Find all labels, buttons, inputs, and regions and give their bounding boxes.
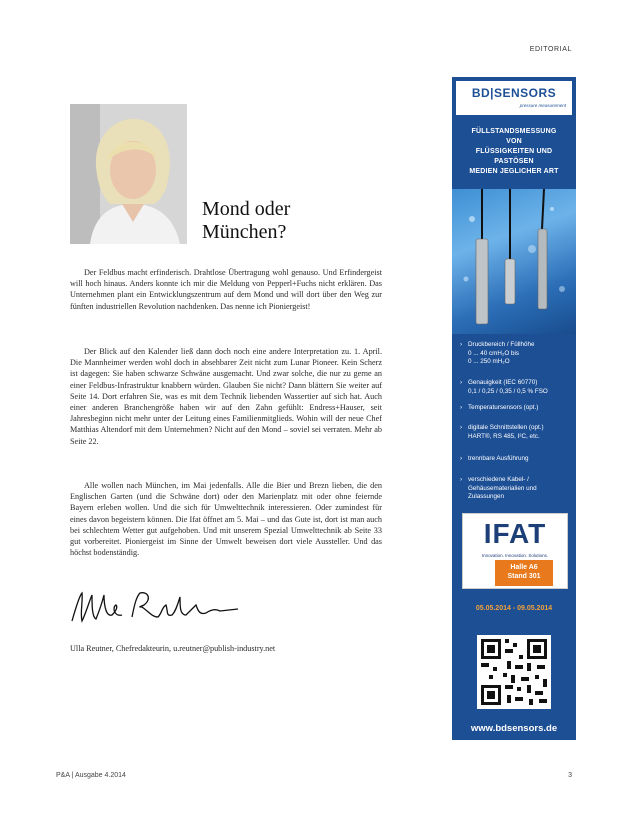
- ifat-tagline: Innovation. Innovation. Solutions.: [481, 553, 549, 558]
- bullet-arrow-icon: ›: [460, 379, 463, 386]
- feature-item: [460, 476, 572, 502]
- feature-label: digitale Schnittstellen (opt.): [468, 424, 544, 431]
- ifat-logo: [462, 513, 568, 589]
- headline-line: VON: [506, 138, 522, 145]
- qr-code[interactable]: [477, 635, 551, 709]
- feature-label: Druckbereich / Füllhöhe: [468, 341, 535, 348]
- bullet-arrow-icon: ›: [460, 476, 463, 483]
- footer-issue: P&A | Ausgabe 4.2014: [56, 772, 126, 779]
- feature-item: [460, 341, 572, 367]
- title-line: München?: [202, 221, 287, 243]
- feature-detail: 0,1 / 0,25 / 0,35 / 0,5 % FSO: [468, 387, 548, 395]
- section-label: EDITORIAL: [529, 46, 572, 53]
- bullet-arrow-icon: ›: [460, 424, 463, 431]
- bullet-arrow-icon: ›: [460, 404, 463, 411]
- bullet-arrow-icon: ›: [460, 455, 463, 462]
- headline-line: FÜLLSTANDSMESSUNG: [471, 128, 557, 135]
- page-number: 3: [568, 772, 572, 779]
- paragraph: Alle wollen nach München, im Mai jedenfalls. Alle die Bier und Brezn lieben, die den Englischen Garten (und die Schwäne dort) oder den Marienplatz mit oder ohne feiernde Bayern erleben wollen. Und die sich für Umwelttechnik interessieren. Oder zumindest für eines davon begeistern können. Die Ifat öffnet am 5. Mai – und das Gute ist, dort ist man auch bei schlechtem Wetter gut aufgehoben. Und mit unserem Spezial Umwelttechnik ab Seite 33 gut vorbereitet. Pioniergeist im Sinne der Umwelt beweisen dort viele Aussteller. Und das höchst bodenständig.: [70, 481, 382, 558]
- feature-label: trennbare Ausführung: [468, 455, 529, 462]
- feature-item: [460, 424, 572, 441]
- advertisement[interactable]: [452, 77, 576, 740]
- ad-headline: [456, 127, 572, 177]
- feature-label: Genauigkeit (IEC 60770): [468, 379, 538, 386]
- signature: [70, 587, 240, 627]
- fair-dates: 05.05.2014 - 09.05.2014: [475, 605, 553, 612]
- logo-subtitle: pressure measurement: [519, 103, 566, 108]
- hall-label: Halle A6: [510, 564, 538, 571]
- headline-line: MEDIEN JEGLICHER ART: [469, 168, 559, 175]
- logo-text: BD|SENSORS: [471, 86, 557, 100]
- article-title: [202, 198, 290, 244]
- stand-label: Stand 301: [507, 573, 541, 580]
- title-line: Mond oder: [202, 198, 291, 220]
- stand-badge: [495, 560, 553, 586]
- feature-item: [460, 455, 572, 464]
- bdsensors-logo: [456, 81, 572, 115]
- feature-detail: 0 ... 250 mH₂O: [468, 358, 510, 366]
- feature-label: Temperatursensors (opt.): [468, 404, 539, 411]
- paragraph: Der Feldbus macht erfinderisch. Drahtlose Übertragung wohl genauso. Und Erfindergeist will hoch hinaus. Anders konnte ich mir die Meldung von Pepperl+Fuchs nicht erklären. Das Unternehmen plant ein Entwicklungszentrum auf dem Mond und will dort über den Weg zur fünften industriellen Revolution nachdenken. Das nenne ich Pioniergeist!: [70, 268, 382, 311]
- ifat-wordmark: IFAT: [483, 518, 547, 549]
- feature-detail: HART®, RS 485, I²C, etc.: [468, 432, 540, 440]
- ad-website-link[interactable]: www.bdsensors.de: [470, 723, 558, 734]
- feature-item: [460, 379, 572, 396]
- bullet-arrow-icon: ›: [460, 341, 463, 348]
- byline: Ulla Reutner, Chefredakteurin, u.reutner@publish-industry.net: [70, 644, 276, 653]
- feature-detail: 0 ... 40 cmH₂O bis: [468, 349, 520, 357]
- feature-detail: Gehäusematerialien und: [468, 484, 537, 492]
- feature-detail: Zulassungen: [468, 493, 505, 501]
- feature-item: [460, 404, 572, 413]
- sensor-product-photo: [452, 189, 576, 334]
- feature-label: verschiedene Kabel- /: [468, 476, 529, 483]
- author-photo: [70, 104, 187, 244]
- headline-line: FLÜSSIGKEITEN UND PASTÖSEN: [475, 148, 553, 165]
- paragraph: Der Blick auf den Kalender ließ dann doch noch eine andere Interpretation zu. 1. April. Die Mannheimer werden wohl doch in absehbarer Zeit nicht zum Lunar Pioneer. Kein Scherz ist dagegen: Sie haben schwarze Schwäne ausgemacht. Und zwar solche, die nur zu gerne an einer Feldbus-Infrastruktur knabbern würden. Glauben Sie nicht? Dann blättern Sie weiter auf Seite 14. Dort erfahren Sie, was es mit dem Technik liebenden Wassertier auf sich hat. Auch einer anderen Branchengröße haben wir auf den Zahn gefühlt: Endress+Hauser, seit Jahresbeginn nicht mehr unter der Leitung eines Familienmitglieds. Wohin will der neue Chef Matthias Altendorf mit dem Unternehmen? Nicht auf den Mond – soviel sei verraten. Mehr ab Seite 22.: [70, 347, 382, 446]
